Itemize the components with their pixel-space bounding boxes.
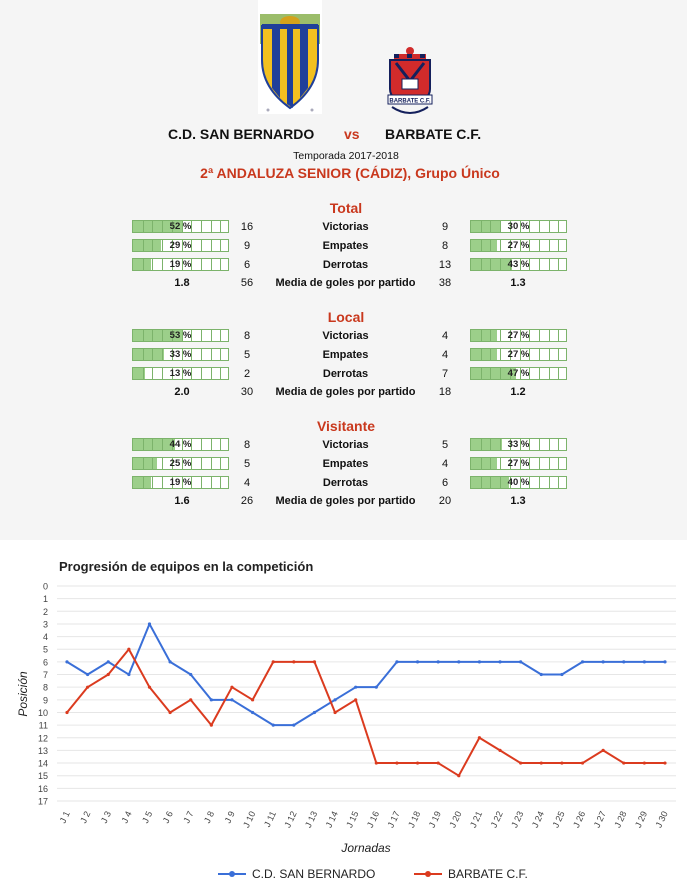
x-tick-label: J 4 — [119, 809, 134, 825]
data-point — [395, 761, 398, 764]
home-percent-bar — [132, 329, 229, 342]
home-total-goals: 26 — [240, 495, 254, 507]
legend-label: C.D. SAN BERNARDO — [252, 867, 376, 881]
x-tick-label: J 19 — [426, 809, 443, 830]
away-percent-bar — [470, 457, 567, 470]
x-tick-label: J 2 — [78, 809, 93, 825]
data-point — [498, 749, 501, 752]
data-point — [251, 698, 254, 701]
stat-label: Derrotas — [322, 477, 369, 489]
away-percent-bar — [470, 438, 567, 451]
data-point — [354, 698, 357, 701]
data-point — [313, 711, 316, 714]
data-point — [189, 673, 192, 676]
legend-marker — [229, 871, 235, 877]
away-percent-bar — [470, 367, 567, 380]
y-axis-ticks — [38, 582, 48, 807]
data-point — [437, 660, 440, 663]
data-point — [251, 711, 254, 714]
away-avg-goals: 1.3 — [510, 277, 526, 289]
home-percent-bar — [132, 476, 229, 489]
x-tick-label: J 13 — [303, 809, 320, 830]
y-tick-label: 17 — [37, 796, 48, 807]
home-percent-bar — [132, 220, 229, 233]
away-percent-bar — [470, 329, 567, 342]
data-point — [272, 724, 275, 727]
home-total-goals: 56 — [240, 277, 254, 289]
y-tick-label: 16 — [37, 783, 48, 794]
data-point — [602, 660, 605, 663]
x-tick-label: J 10 — [241, 809, 258, 830]
bar-percent-label: 52 % — [169, 221, 192, 232]
season-label: Temporada 2017-2018 — [293, 150, 399, 162]
data-point — [127, 673, 130, 676]
data-point — [375, 761, 378, 764]
data-point — [416, 660, 419, 663]
data-point — [540, 761, 543, 764]
y-tick-label: 3 — [42, 619, 48, 630]
stat-label: Victorias — [322, 221, 369, 233]
data-point — [643, 761, 646, 764]
home-avg-goals: 2.0 — [174, 386, 190, 398]
x-tick-label: J 3 — [98, 809, 114, 825]
y-tick-label: 1 — [42, 594, 48, 605]
x-tick-label: J 20 — [447, 809, 464, 830]
section-title-total: Total — [329, 200, 363, 216]
away-count: 4 — [441, 330, 449, 342]
home-count: 8 — [243, 439, 251, 451]
home-percent-bar — [132, 367, 229, 380]
y-tick-label: 14 — [37, 758, 48, 769]
stat-label: Empates — [322, 240, 369, 252]
bar-percent-label: 27 % — [507, 458, 530, 469]
x-tick-label: J 12 — [282, 809, 299, 830]
home-percent-bar — [132, 457, 229, 470]
x-tick-label: J 9 — [222, 809, 237, 825]
x-tick-label: J 15 — [344, 809, 361, 830]
data-point — [272, 660, 275, 663]
home-avg-goals: 1.8 — [174, 277, 190, 289]
y-tick-label: 6 — [42, 657, 48, 668]
bar-percent-label: 53 % — [169, 330, 192, 341]
data-point — [375, 686, 378, 689]
legend-label: BARBATE C.F. — [448, 867, 528, 881]
home-count: 4 — [243, 477, 251, 489]
data-point — [663, 660, 666, 663]
data-point — [581, 660, 584, 663]
competition-title: 2ª ANDALUZA SENIOR (CÁDIZ), Grupo Único — [200, 165, 500, 181]
x-tick-label: J 26 — [571, 809, 588, 830]
home-team-name: C.D. SAN BERNARDO — [168, 126, 315, 142]
x-tick-label: J 28 — [612, 809, 629, 830]
x-tick-label: J 11 — [262, 809, 279, 829]
data-point — [622, 660, 625, 663]
data-point — [602, 749, 605, 752]
bar-percent-label: 33 % — [169, 349, 192, 360]
y-tick-label: 10 — [37, 707, 48, 718]
x-tick-label: J 16 — [364, 809, 382, 830]
home-percent-bar — [132, 258, 229, 271]
home-count: 5 — [243, 349, 251, 361]
away-avg-goals: 1.3 — [510, 495, 526, 507]
data-point — [210, 724, 213, 727]
y-tick-label: 12 — [37, 733, 48, 744]
away-count: 13 — [438, 259, 452, 271]
home-count: 5 — [243, 458, 251, 470]
away-team-name: BARBATE C.F. — [385, 126, 482, 142]
data-point — [663, 761, 666, 764]
data-point — [457, 660, 460, 663]
section-title-local: Local — [327, 309, 365, 325]
bar-percent-label: 30 % — [507, 221, 530, 232]
data-point — [65, 660, 68, 663]
vs-label: vs — [344, 126, 360, 142]
y-tick-label: 5 — [42, 644, 48, 655]
chart-grid — [57, 586, 676, 801]
data-point — [560, 761, 563, 764]
bar-percent-label: 13 % — [169, 368, 192, 379]
y-tick-label: 7 — [42, 670, 48, 681]
away-count: 4 — [441, 349, 449, 361]
away-crest-text: BARBATE C.F. — [389, 98, 431, 105]
data-point — [519, 660, 522, 663]
data-point — [581, 761, 584, 764]
away-total-goals: 18 — [438, 386, 452, 398]
away-team-crest — [382, 45, 438, 119]
data-point — [86, 673, 89, 676]
data-point — [416, 761, 419, 764]
home-percent-bar — [132, 348, 229, 361]
away-total-goals: 38 — [438, 277, 452, 289]
home-count: 8 — [243, 330, 251, 342]
away-percent-bar — [470, 239, 567, 252]
y-tick-label: 2 — [42, 606, 48, 617]
data-point — [86, 686, 89, 689]
chart-title: Progresión de equipos en la competición — [59, 559, 314, 574]
home-percent-bar — [132, 438, 229, 451]
stat-label: Derrotas — [322, 368, 369, 380]
stat-label: Victorias — [322, 330, 369, 342]
stat-label: Victorias — [322, 439, 369, 451]
home-count: 2 — [243, 368, 251, 380]
data-point — [333, 711, 336, 714]
x-tick-label: J 21 — [467, 809, 485, 830]
home-avg-goals: 1.6 — [174, 495, 190, 507]
x-axis-ticks — [58, 810, 670, 830]
x-tick-label: J 5 — [140, 809, 155, 825]
x-tick-label: J 7 — [181, 809, 196, 825]
bar-percent-label: 43 % — [507, 259, 530, 270]
away-count: 6 — [441, 477, 449, 489]
y-tick-label: 0 — [42, 581, 48, 592]
away-count: 7 — [441, 368, 449, 380]
home-count: 9 — [243, 240, 251, 252]
bar-percent-label: 40 % — [507, 477, 530, 488]
bar-percent-label: 27 % — [507, 349, 530, 360]
bar-percent-label: 27 % — [507, 330, 530, 341]
away-percent-bar — [470, 476, 567, 489]
x-tick-label: J 14 — [323, 809, 340, 830]
data-point — [437, 761, 440, 764]
x-tick-label: J 17 — [385, 809, 402, 830]
y-axis-label: Posición — [16, 671, 30, 717]
x-axis-label: Jornadas — [341, 841, 391, 855]
data-point — [169, 660, 172, 663]
y-tick-label: 9 — [42, 695, 48, 706]
avg-goals-label: Media de goles por partido — [275, 495, 416, 507]
stat-label: Empates — [322, 458, 369, 470]
home-team-crest — [258, 0, 322, 114]
data-point — [622, 761, 625, 764]
data-point — [354, 686, 357, 689]
away-percent-bar — [470, 258, 567, 271]
away-total-goals: 20 — [438, 495, 452, 507]
bar-percent-label: 47 % — [507, 368, 530, 379]
data-point — [560, 673, 563, 676]
data-point — [148, 622, 151, 625]
bar-percent-label: 25 % — [169, 458, 192, 469]
bar-percent-label: 29 % — [169, 240, 192, 251]
data-point — [230, 686, 233, 689]
away-count: 8 — [441, 240, 449, 252]
data-point — [498, 660, 501, 663]
away-avg-goals: 1.2 — [510, 386, 526, 398]
data-point — [478, 660, 481, 663]
chart-legend — [218, 867, 528, 881]
home-count: 6 — [243, 259, 251, 271]
data-point — [313, 660, 316, 663]
data-point — [65, 711, 68, 714]
x-tick-label: J 27 — [591, 809, 608, 830]
x-tick-label: J 18 — [406, 809, 423, 830]
home-total-goals: 30 — [240, 386, 254, 398]
bar-percent-label: 27 % — [507, 240, 530, 251]
home-percent-bar — [132, 239, 229, 252]
away-percent-bar — [470, 348, 567, 361]
away-count: 9 — [441, 221, 449, 233]
home-count: 16 — [240, 221, 254, 233]
position-chart — [0, 548, 687, 881]
data-point — [478, 736, 481, 739]
x-tick-label: J 24 — [529, 809, 547, 830]
away-percent-bar — [470, 220, 567, 233]
bar-percent-label: 33 % — [507, 439, 530, 450]
x-tick-label: J 6 — [160, 809, 175, 825]
avg-goals-label: Media de goles por partido — [275, 386, 416, 398]
y-tick-label: 4 — [42, 632, 48, 643]
y-tick-label: 11 — [38, 720, 48, 731]
data-point — [395, 660, 398, 663]
data-point — [127, 648, 130, 651]
data-point — [169, 711, 172, 714]
data-point — [107, 660, 110, 663]
data-point — [230, 698, 233, 701]
x-tick-label: J 23 — [509, 809, 526, 830]
data-point — [107, 673, 110, 676]
away-count: 4 — [441, 458, 449, 470]
data-point — [148, 686, 151, 689]
data-point — [292, 660, 295, 663]
x-tick-label: J 30 — [653, 809, 670, 830]
y-tick-label: 13 — [37, 745, 48, 756]
stat-label: Derrotas — [322, 259, 369, 271]
y-tick-label: 15 — [37, 771, 48, 782]
data-point — [333, 698, 336, 701]
section-title-visitante: Visitante — [316, 418, 376, 434]
bar-percent-label: 19 % — [169, 259, 192, 270]
away-count: 5 — [441, 439, 449, 451]
data-point — [540, 673, 543, 676]
x-tick-label: J 1 — [57, 809, 72, 825]
bar-percent-label: 44 % — [169, 439, 192, 450]
avg-goals-label: Media de goles por partido — [275, 277, 416, 289]
x-tick-label: J 25 — [550, 809, 567, 830]
y-tick-label: 8 — [42, 682, 48, 693]
stat-label: Empates — [322, 349, 369, 361]
legend-marker — [425, 871, 431, 877]
data-point — [189, 698, 192, 701]
data-point — [519, 761, 522, 764]
x-tick-label: J 22 — [488, 809, 505, 830]
data-point — [292, 724, 295, 727]
data-point — [643, 660, 646, 663]
bar-percent-label: 19 % — [169, 477, 192, 488]
x-tick-label: J 29 — [632, 809, 650, 830]
data-point — [210, 698, 213, 701]
data-point — [457, 774, 460, 777]
x-tick-label: J 8 — [202, 809, 217, 825]
